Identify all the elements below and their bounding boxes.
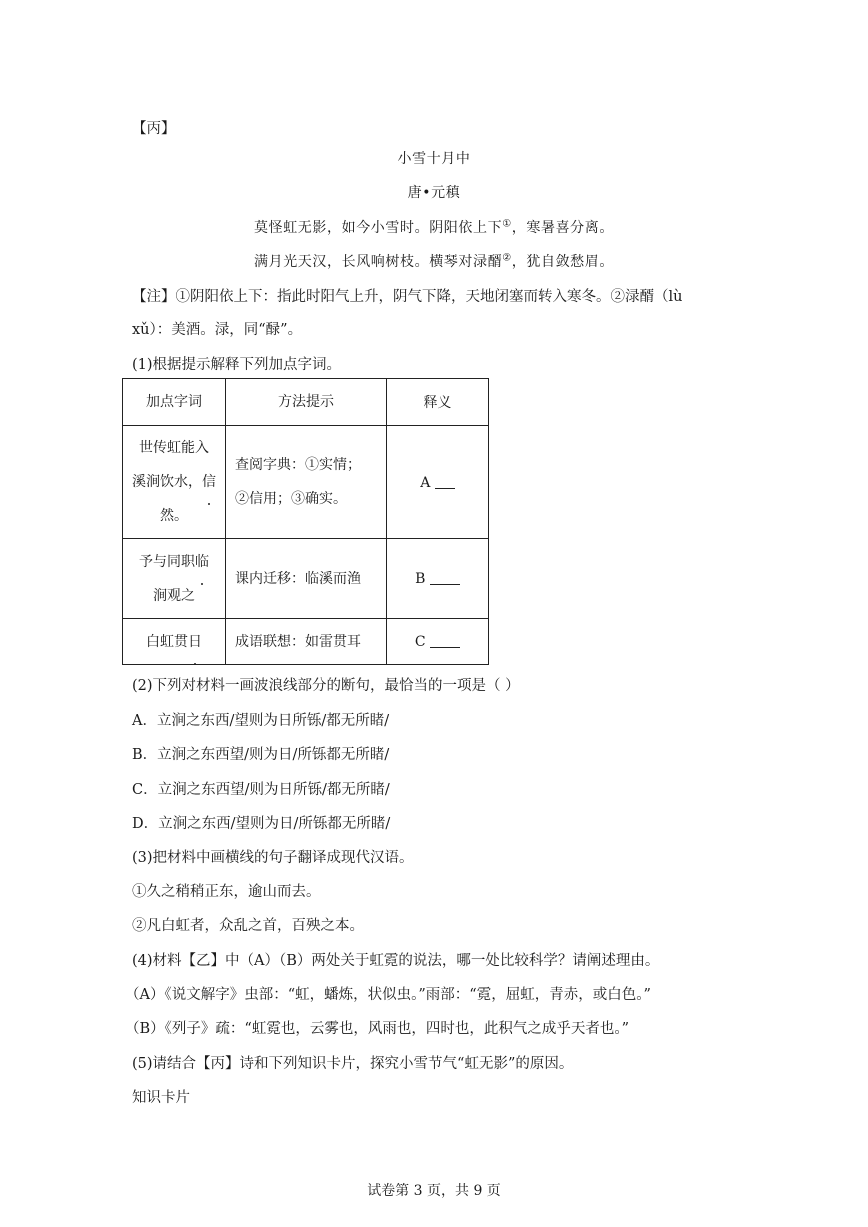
hint-cell [226,426,387,539]
question-5-prompt: (5)请结合【丙】诗和下列知识卡片，探究小雪节气“虹无影”的原因。 [132,1056,574,1072]
word-cell [123,426,226,539]
hint-cell: 课内迁移：临溪而渔 [226,539,387,619]
answer-label: A [420,474,431,491]
quote-b: （B）《列子》疏：“虹霓也，云雾也，风雨也，四时也，此积气之成乎天者也。” [125,1021,629,1037]
dotted-word: 信 [202,465,216,499]
option-b[interactable]: B．立涧之东西望/则为日/所铄都无所睹/ [132,747,390,763]
footnote-marker-1: ① [502,218,512,230]
table-row [123,619,489,665]
option-d[interactable]: D．立涧之东西/望则为日/所铄都无所睹/ [132,816,391,832]
poem-line-2 [0,251,868,271]
quote-a: （A）《说文解字》虫部：“虹，蟠炼，状似虫。”雨部：“霓，屈虹，青赤，或白色。” [125,987,651,1003]
word-line: 溪涧饮水， [132,474,202,490]
question-2-prompt: (2)下列对材料一画波浪线部分的断句，最恰当的一项是（ ） [132,678,520,694]
option-c[interactable]: C．立涧之东西望/则为日所铄/都无所睹/ [132,782,390,798]
hint-line: ②信用；③确实。 [235,491,347,507]
translation-item-1: ①久之稍稍正东，逾山而去。 [132,884,321,900]
table-row [123,539,489,619]
header-hint: 方法提示 [226,379,387,426]
answer-blank[interactable] [430,570,460,585]
poem-author: 唐•元稹 [407,185,461,201]
section-label: 【丙】 [132,121,176,137]
page-footer: 试卷第 3 页，共 9 页 [367,1183,501,1199]
question-4-prompt: (4)材料【乙】中（A）（B）两处关于虹霓的说法，哪一处比较科学？请阐述理由。 [132,953,660,969]
word-text: 白虹贯 [146,633,188,650]
question-1-prompt: (1)根据提示解释下列加点字词。 [132,357,342,373]
table-header-row [123,379,489,426]
vocabulary-table [122,378,489,665]
answer-blank[interactable] [430,633,460,648]
word-cell [123,619,226,665]
table-row [123,426,489,539]
poem-line-2-text-a: 满月光天汉，长风响树枝。横琴对渌醑 [254,254,503,270]
header-word: 加点字词 [123,379,226,426]
poem-line-1-text-a: 莫怪虹无影，如今小雪时。阴阳依上下 [254,220,503,236]
answer-cell[interactable] [387,539,489,619]
option-a[interactable]: A．立涧之东西/望则为日所铄/都无所睹/ [132,713,390,729]
word-cell [123,539,226,619]
question-3-prompt: (3)把材料中画横线的句子翻译成现代汉语。 [132,850,414,866]
annotation-line-2: xǔ）：美酒。渌，同“醁”。 [132,322,303,338]
hint-line: 查阅字典：①实情； [235,457,361,473]
poem-line-1-text-b: ，寒暑喜分离。 [511,220,614,236]
header-meaning: 释义 [387,379,489,426]
answer-blank[interactable] [435,474,455,489]
word-line: 世传虹能入 [139,440,209,456]
hint-cell: 成语联想：如雷贯耳 [226,619,387,665]
answer-label: C [414,634,426,650]
answer-cell[interactable] [387,619,489,665]
word-line: 予与同职 [139,553,195,570]
footnote-marker-2: ② [502,252,512,264]
word-line: 然。 [160,508,188,524]
poem-line-1 [0,217,868,237]
dotted-word: 日 [188,625,202,659]
poem-title: 小雪十月中 [397,151,471,167]
knowledge-card-label: 知识卡片 [132,1090,190,1106]
translation-item-2: ②凡白虹者，众乱之首，百殃之本。 [132,918,364,934]
answer-label: B [415,571,426,587]
annotation-line-1: 【注】①阴阳依上下：指此时阳气上升，阴气下降，天地闭塞而转入寒冬。②渌醑（lù [132,289,683,305]
poem-line-2-text-b: ，犹自敛愁眉。 [511,254,614,270]
word-line: 涧观之 [153,587,195,604]
dotted-word: 临 [195,545,209,579]
answer-cell[interactable] [387,426,489,539]
